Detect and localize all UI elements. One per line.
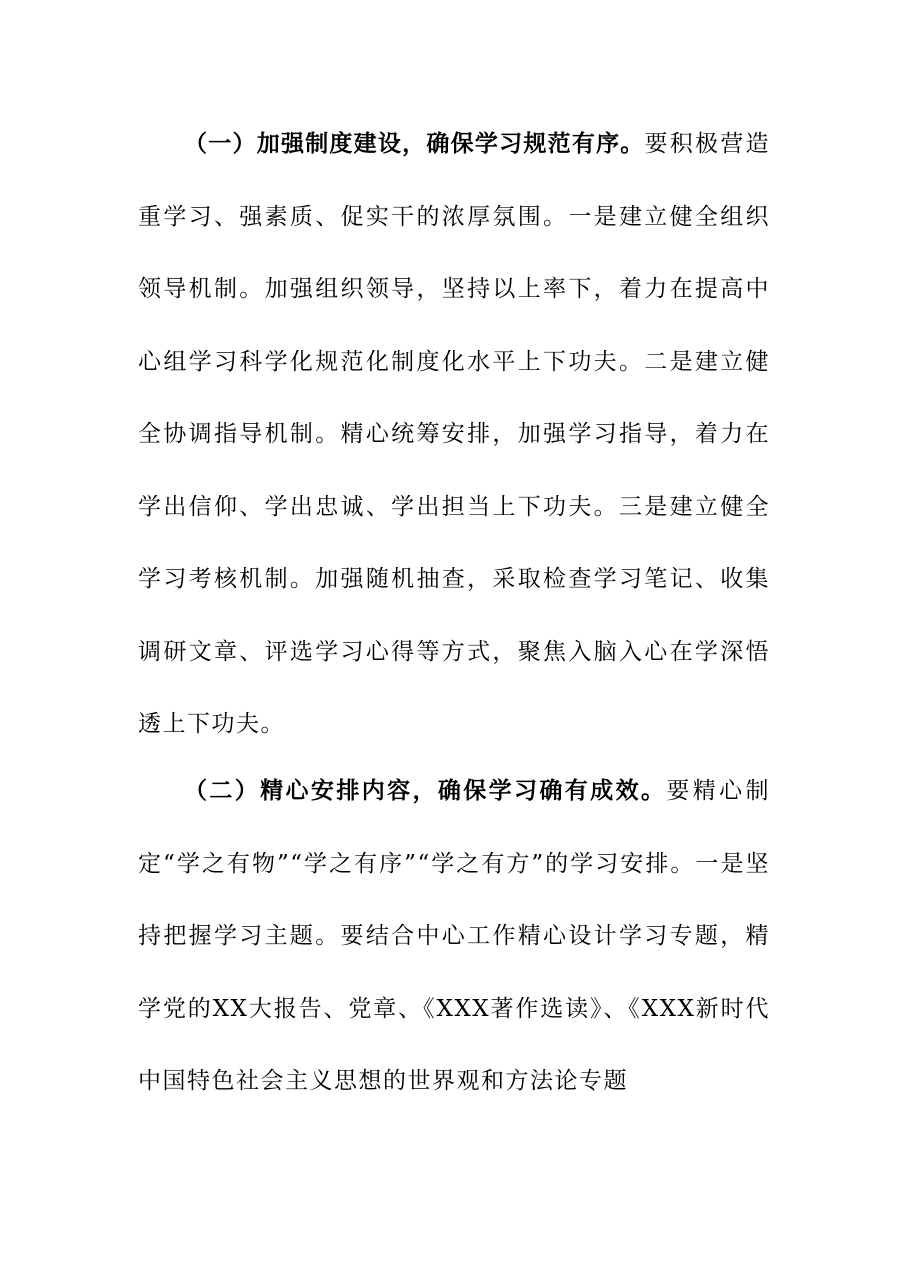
paragraph-1-heading: （一）加强制度建设，确保学习规范有序。 bbox=[184, 130, 645, 157]
paragraph-2 bbox=[138, 755, 770, 1118]
paragraph-2-body: 要精心制定“学之有物”“学之有序”“学之有方”的学习安排。一是坚持把握学习主题。要结合中心工作精心设计学习专题，精学党的XX大报告、党章、《XXX著作选读》、《XXX新时代中国特色社会主义思想的世界观和方法论专题 bbox=[138, 778, 771, 1094]
paragraph-1 bbox=[138, 108, 770, 761]
paragraph-2-heading: （二）精心安排内容，确保学习确有成效。 bbox=[184, 777, 667, 804]
paragraph-1-body: 要积极营造重学习、强素质、促实干的浓厚氛围。一是建立健全组织领导机制。加强组织领导，坚持以上率下，着力在提高中心组学习科学化规范化制度化水平上下功夫。二是建立健全协调指导机制。精心统筹安排，加强学习指导，着力在学出信仰、学出忠诚、学出担当上下功夫。三是建立健全学习考核机制。加强随机抽查，采取检查学习笔记、收集调研文章、评选学习心得等方式，聚焦入脑入心在学深悟透上下功夫。 bbox=[138, 131, 771, 737]
